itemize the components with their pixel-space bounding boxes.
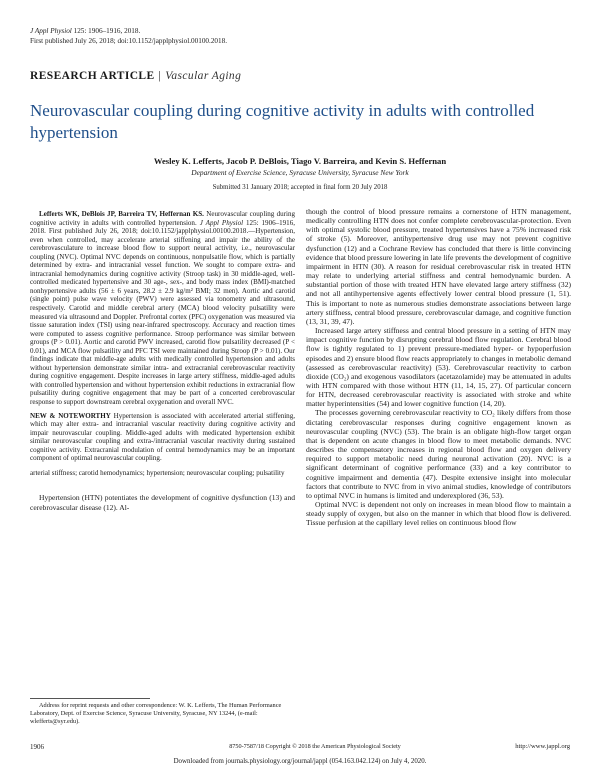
intro-paragraph-3: The processes governing cerebrovascular reactivity to CO₂ likely differs from those dictating cerebrovascular responses during cognitive engagement known as neurovascular coupling (NVC) (53). The brain is an obligate high-flow target organ that is dependent on acute changes in blood flow to meet metabolic demands. NVC describes the compensatory increases in regional blood flow and oxygen delivery required to support metabolic need during neuronal activation (20). NVC is a significant determinant of cognitive performance (33) and a key contributor to cognitive impairment and dementia (47). Despite extensive insight into molecular factors that contribute to NVC from in vivo animal studies, knowledge of contributors to optimal NVC in humans is limited and underexplored (36, 53). xyxy=(306,408,571,500)
article-title: Neurovascular coupling during cognitive activity in adults with controlled hypertension xyxy=(30,101,535,142)
intro-paragraph-4: Optimal NVC is dependent not only on increases in mean blood flow to maintain a steady supply of oxygen, but also on the manner in which that blood flow is delivered. Tissue perfusion at the capillary level relies on continuous blood flow xyxy=(306,500,571,528)
intro-paragraph-1-cont: though the control of blood pressure remains a cornerstone of HTN management, medically controlling HTN does not confer complete cerebrovascular-protection. Even with optimal systolic blood pressure, treated hypertensives have a 75% increased risk of stroke (5). Moreover, antihypertensive drug use may not prevent cognitive dysfunction (12) and a Cochrane Review has concluded that there is little convincing evidence that blood pressure lowering in late life prevents the development of cognitive impairment in HTN (30). A reason for residual cerebrovascular risk in treated HTN may relate to underlying arterial stiffness and central hemodynamic burden. A substantial portion of those with treated HTN have elevated large artery stiffness (32) and not all antihypertensive agents effectively lower central blood pressure (1, 51). This is important to note as numerous studies demonstrate associations between large artery stiffness, central blood pressure, cerebrovascular damage, and cognitive function (13, 31, 39, 47). xyxy=(306,207,571,326)
section-heading xyxy=(30,70,241,82)
noteworthy-body: Hypertension is associated with accelerated arterial stiffening, which may alter extra- and intracranial vascular reactivity during cognitive activity and impair neurovascular coupling. Middle-aged adults with medicated hypertension exhibit similar neurovascular coupling and extra-/intracranial vascular reactivity during sustained cognitive activity. Extracranial modulation of central hemodynamics may be an important component of optimal neurovascular coupling. xyxy=(30,411,295,463)
abstract xyxy=(30,210,295,407)
correspondence-footnote: Address for reprint requests and other correspondence: W. K. Lefferts, The Human Performance Laboratory, Dept. of Exercise Science, Syracuse University, Syracuse, NY 13244, (e-mail: wlefferts@syr.edu). xyxy=(30,702,282,725)
submission-dates: Submitted 31 January 2018; accepted in final form 20 July 2018 xyxy=(212,184,388,191)
abstract-cite-authors: Lefferts WK, DeBlois JP, Barreira TV, Heffernan KS. xyxy=(39,210,204,218)
noteworthy-label: NEW & NOTEWORTHY xyxy=(30,411,111,420)
keywords: arterial stiffness; carotid hemodynamics; hypertension; neurovascular coupling; pulsatility xyxy=(30,468,285,477)
footnote-divider xyxy=(30,698,150,699)
abstract-cite-rest: 125: 1906–1916, 2018. First published July 26, 2018; doi:10.1152/japplphysiol.00100.2018. xyxy=(30,218,295,236)
author-affiliation: Department of Exercise Science, Syracuse University, Syracuse New York xyxy=(191,168,409,177)
first-published-line: First published July 26, 2018; doi:10.1152/japplphysiol.00100.2018. xyxy=(30,36,227,45)
abstract-cite-title: Neurovascular coupling during cognitive activity in adults with controlled hypertension. xyxy=(30,210,295,227)
left-column xyxy=(30,210,295,512)
right-column xyxy=(306,207,571,527)
journal-website-link[interactable]: http://www.jappl.org xyxy=(515,743,570,750)
article-category: Vascular Aging xyxy=(165,70,242,82)
download-notice: Downloaded from journals.physiology.org/journal/jappl (054.163.042.124) on July 4, 2020. xyxy=(173,758,427,765)
article-type-label: RESEARCH ARTICLE xyxy=(30,70,155,82)
journal-citation: 125: 1906–1916, 2018. xyxy=(71,27,141,35)
intro-paragraph-2: Increased large artery stiffness and central blood pressure in a setting of HTN may impact cognitive function by disrupting cerebral blood flow regulation. Cerebral blood flow is tightly regulated to 1) prevent pressure-mediated hyper- or hypoperfusion episodes and 2) ensure blood flow reacts appropriately to changes in metabolic demand (assessed as cerebrovascular reactivity) (53). Cerebrovascular reactivity to carbon dioxide (CO₂) and exogenous vasodilators (acetazolamide) may be attenuated in adults with HTN compared with those without HTN (11, 14, 15, 27). Of particular concern for HTN, decreased cerebrovascular reactivity is associated with stroke and white matter hyperintensities (54) and lower cognitive function (14, 20). xyxy=(306,326,571,409)
page-number: 1906 xyxy=(30,743,44,751)
copyright-line: 8750-7587/18 Copyright © 2018 the American Physiological Society xyxy=(229,743,401,750)
abstract-body: —Hypertension, even when controlled, may accelerate arterial stiffening and impair the ability of the cerebrovasculature to increase blood flow to support neural activity, i.e., neurovascular coupling (NVC). Optimal NVC depends on continuous, nonpulsatile flow, which is partially determined by extra- and intracranial vessel function. We sought to compare extra- and intracranial hemodynamics during cognitive activity (Stroop task) in 30 middle-aged, well-controlled medicated hypertensive and 30 age-, sex-, and body mass index (BMI)-matched nonhypertensive adults (56 ± 6 years, 28.2 ± 2.9 kg/m² BMI; 32 men). Aortic and carotid (single point) pulse wave velocity (PWV) were assessed via tonometry and ultrasound, respectively. Carotid and middle cerebral artery (MCA) blood velocity pulsatility were measured via ultrasound and Doppler. Prefrontal cortex (PFC) oxygenation was measured via tissue saturation index (TSI) using near-infrared spectroscopy. Accuracy and reaction times were computed to assess cognitive performance. Stroop performance was similar between groups (P > 0.01). Aortic and carotid PWV increased, carotid flow pulsatility decreased (P < 0.01), and MCA flow pulsatility and PFC TSI were maintained during Stroop (P > 0.01). Our findings indicate that middle-age adults with medically controlled hypertension and adults without hypertension demonstrate similar intra- and extracranial cerebrovascular reactivity during cognitive engagement. Despite increases in large artery stiffness, middle-aged adults with controlled hypertension and without hypertension exhibit reductions in extracranial flow pulsatility during cognitive engagement that may be part of a concerted cerebrovascular response to support downstream cerebral oxygenation and overall NVC. xyxy=(30,227,295,407)
new-and-noteworthy xyxy=(30,412,295,463)
journal-reference xyxy=(30,27,430,46)
intro-paragraph-start: Hypertension (HTN) potentiates the development of cognitive dysfunction (13) and cerebrovascular disease (12). Al- xyxy=(30,493,295,512)
journal-name: J Appl Physiol xyxy=(30,27,72,35)
author-list: Wesley K. Lefferts, Jacob P. DeBlois, Tiago V. Barreira, and Kevin S. Heffernan xyxy=(153,156,447,166)
abstract-cite-journal: J Appl Physiol xyxy=(199,218,244,227)
section-separator: | xyxy=(158,70,162,82)
